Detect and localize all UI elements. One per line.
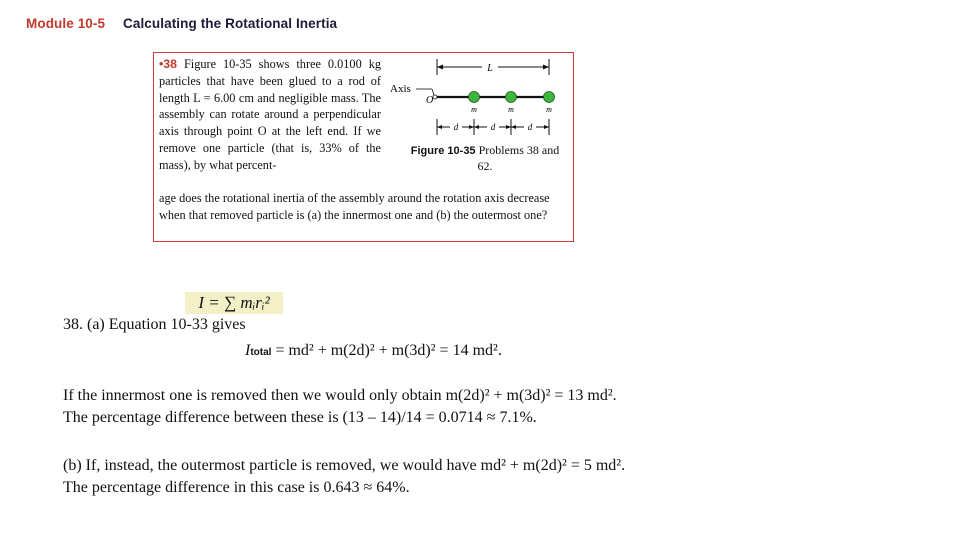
solution-line-3: The percentage difference between these is (13 – 14)/14 = 0.0714 ≈ 7.1%.	[63, 409, 537, 426]
problem-box	[153, 52, 574, 242]
module-header	[26, 16, 337, 31]
axis-label: Axis	[390, 83, 411, 95]
eq-total-subscript: total	[250, 347, 272, 358]
module-title: Calculating the Rotational Inertia	[122, 16, 338, 31]
mass-label-3: m	[546, 105, 552, 114]
figure-caption	[410, 143, 560, 174]
module-number: Module 10-5	[26, 16, 106, 31]
problem-text-part-a: Figure 10-35 shows three 0.0100 kg particles that have been glued to a rod of length L = 6.00 cm and negligible mass. The assembly can rotate around a perpendicular axis through point O at the left end. If we remove one particle (that is, 33% of the mass), by what percent-	[159, 57, 381, 172]
origin-label: O	[426, 95, 434, 106]
particle-1	[469, 92, 480, 103]
spacing-label-2: d	[490, 122, 496, 132]
solution-line-4: (b) If, instead, the outermost particle is removed, we would have md² + m(2d)² = 5 md².	[63, 457, 626, 474]
eq-total-rhs: = md² + m(2d)² + m(3d)² = 14 md².	[271, 342, 502, 359]
solution-line-1: 38. (a) Equation 10-33 gives	[63, 316, 246, 333]
problem-statement	[159, 56, 381, 174]
length-label: L	[487, 63, 493, 74]
figure-caption-text: Problems 38 and 62.	[477, 143, 560, 173]
mass-label-1: m	[471, 105, 477, 114]
eq-total-symbol: I	[245, 342, 251, 359]
particle-3	[544, 92, 555, 103]
spacing-label-3: d	[527, 122, 533, 132]
spacing-label-1: d	[453, 122, 459, 132]
solution-line-5: The percentage difference in this case is 0.643 ≈ 64%.	[63, 479, 410, 496]
problem-text-part-b: age does the rotational inertia of the assembly around the rotation axis decrease when that removed particle is (a) the innermost one and (b) the outermost one?	[159, 191, 550, 222]
particle-2	[506, 92, 517, 103]
solution-line-2: If the innermost one is removed then we would only obtain m(2d)² + m(3d)² = 13 md².	[63, 387, 617, 404]
equation-total-inertia	[245, 341, 502, 363]
rotational-inertia-formula: I = ∑ mᵢrᵢ²	[185, 292, 283, 314]
mass-label-2: m	[508, 105, 514, 114]
figure-caption-label: Figure 10-35	[410, 145, 476, 157]
problem-number: •38	[159, 57, 177, 71]
